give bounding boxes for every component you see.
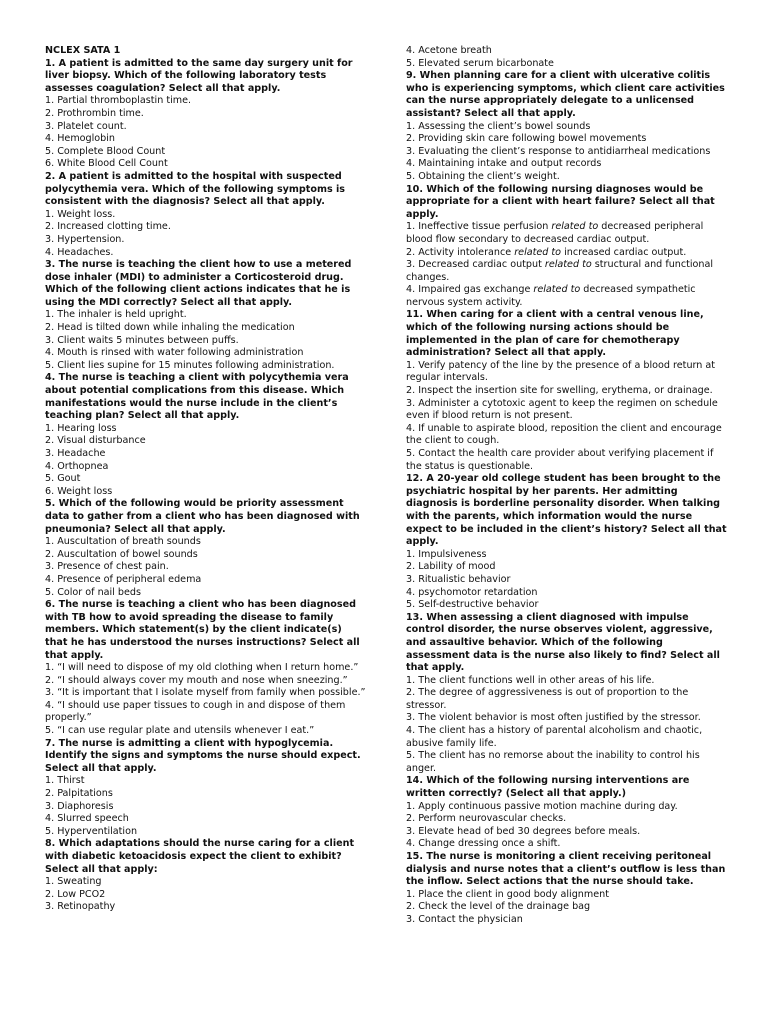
answer-option: 2. Palpitations [45, 788, 113, 800]
question-text: 2. A patient is admitted to the hospital with suspected polycythemia vera. Which of the following symptoms is consistent with the diagnosis? Select all that apply. [45, 170, 346, 208]
question-text: 15. The nurse is monitoring a client receiving peritoneal dialysis and nurse notes that a client’s outflow is less than the inflow. Select actions that the nurse should take. [406, 851, 726, 888]
answer-option: 5. Elevated serum bicarbonate [406, 57, 554, 69]
answer-option: 3. Elevate head of bed 30 degrees before meals. [406, 825, 641, 837]
question-block [45, 171, 367, 259]
answer-option: 1. The inhaler is held upright. [45, 309, 187, 321]
answer-option: 3. Platelet count. [45, 120, 127, 132]
option-text: 1. Ineffective tissue perfusion [406, 221, 552, 233]
question-text: 3. The nurse is teaching the client how to use a metered dose inhaler (MDI) to administer a Corticosteroid drug. Which of the following client actions indicates that he is using the MDI correctly? Select all that apply. [45, 259, 352, 308]
answer-option: 1. Auscultation of breath sounds [45, 536, 201, 548]
answer-option: 3. The violent behavior is most often justified by the stressor. [406, 712, 701, 724]
answer-option: 6. Weight loss [45, 485, 113, 497]
question-block [45, 599, 367, 738]
option-text: increased cardiac output. [561, 246, 687, 258]
question-block [45, 58, 367, 171]
answer-option: 1. Apply continuous passive motion machine during day. [406, 800, 678, 812]
question-text: 14. Which of the following nursing interventions are written correctly? (Select all that apply.) [406, 775, 690, 800]
question-text: 4. The nurse is teaching a client with polycythemia vera about potential complications from this disease. Which manifestations would the nurse include in the client’s teaching plan? Select all that apply. [45, 372, 349, 422]
right-column [406, 45, 728, 927]
answer-option: 1. Impulsiveness [406, 548, 487, 560]
answer-option: 3. Administer a cytotoxic agent to keep the regimen on schedule even if blood return is not present. [406, 397, 718, 422]
option-emphasis: related to [514, 246, 562, 258]
answer-option: 5. Color of nail beds [45, 586, 142, 598]
answer-option: 1. Partial thromboplastin time. [45, 95, 192, 107]
answer-option: 3. Ritualistic behavior [406, 573, 511, 585]
question-text: 7. The nurse is admitting a client with hypoglycemia. Identify the signs and symptoms the nurse should expect. Select all that apply. [45, 737, 361, 774]
question-text: 12. A 20-year old college student has been brought to the psychiatric hospital by her parents. Her admitting diagnosis is borderline personality disorder. When talking with the parents, which information would the nurse expect to be included in the client’s history? Select all that apply. [406, 473, 727, 548]
answer-option: 3. “It is important that I isolate myself from family when possible.” [45, 687, 366, 699]
answer-option: 1. The client functions well in other areas of his life. [406, 674, 655, 686]
answer-option: 2. Inspect the insertion site for swelling, erythema, or drainage. [406, 385, 713, 397]
answer-option: 5. Gout [45, 473, 81, 485]
answer-option: 5. Self-destructive behavior [406, 599, 539, 611]
answer-option: 3. Retinopathy [45, 901, 116, 913]
answer-option: 5. Complete Blood Count [45, 145, 166, 157]
answer-option: 2. The degree of aggressiveness is out of proportion to the stressor. [406, 687, 689, 711]
option-text: decreased sympathetic nervous system activity. [406, 284, 696, 308]
option-emphasis: related to [551, 221, 599, 233]
answer-option: 4. If unable to aspirate blood, reposition the client and encourage the client to cough. [406, 422, 722, 447]
question-block [45, 372, 367, 498]
answer-option: 4. Headaches. [45, 246, 114, 258]
answer-option: 4. Slurred speech [45, 813, 129, 825]
answer-option: 3. Presence of chest pain. [45, 561, 169, 573]
question-text: 6. The nurse is teaching a client who has been diagnosed with TB how to avoid spreading the disease to family members. Which statement(s) by the client indicate(s) that he has understood the nurses instructions? Select all that apply. [45, 599, 360, 661]
answer-option [406, 247, 728, 260]
option-text: 2. Activity intolerance [406, 246, 515, 258]
answer-option [406, 284, 728, 309]
answer-option: 1. Thirst [45, 775, 85, 787]
answer-option: 4. Mouth is rinsed with water following administration [45, 347, 304, 359]
question-text: 13. When assessing a client diagnosed with impulse control disorder, the nurse observes violent, aggressive, and assaultive behavior. Which of the following assessment data is the nurse also likely to find? Select all that apply. [406, 611, 720, 674]
answer-option: 1. Sweating [45, 876, 102, 888]
answer-option: 4. Presence of peripheral edema [45, 573, 202, 585]
question-block [406, 309, 728, 473]
answer-option: 3. Headache [45, 448, 106, 459]
answer-option: 1. Place the client in good body alignment [406, 888, 609, 900]
answer-option: 2. Lability of mood [406, 561, 496, 573]
question-text: 5. Which of the following would be priority assessment data to gather from a client who has been diagnosed with pneumonia? Select all that apply. [45, 498, 360, 535]
answer-option: 5. The client has no remorse about the inability to control his anger. [406, 750, 700, 774]
answer-option: 2. Prothrombin time. [45, 107, 144, 119]
answer-option [406, 221, 728, 246]
question-block [406, 70, 728, 183]
question-block [406, 775, 728, 851]
answer-option: 2. Providing skin care following bowel movements [406, 133, 647, 145]
right-question-list [406, 45, 728, 927]
option-text: structural and functional changes. [406, 259, 714, 283]
answer-option: 2. Visual disturbance [45, 435, 146, 447]
answer-option: 5. Hyperventilation [45, 825, 138, 837]
option-emphasis: related to [533, 284, 581, 296]
question-block [406, 612, 728, 776]
question-block [406, 45, 728, 70]
answer-option: 4. Acetone breath [406, 45, 492, 56]
option-text: 3. Decreased cardiac output [406, 259, 545, 271]
answer-option: 4. Maintaining intake and output records [406, 158, 602, 170]
answer-option: 1. Hearing loss [45, 422, 117, 434]
answer-option: 1. Verify patency of the line by the presence of a blood return at regular intervals. [406, 359, 716, 384]
question-block [406, 473, 728, 612]
answer-option: 1. Weight loss. [45, 208, 116, 220]
question-text: 1. A patient is admitted to the same day surgery unit for liver biopsy. Which of the following laboratory tests assesses coagulation? Select all that apply. [45, 57, 353, 94]
answer-option: 3. Hypertension. [45, 233, 125, 245]
answer-option: 2. “I should always cover my mouth and nose when sneezing.” [45, 674, 348, 686]
answer-option: 6. White Blood Cell Count [45, 158, 168, 170]
answer-option: 2. Increased clotting time. [45, 221, 171, 233]
question-block [406, 851, 728, 927]
question-text: 10. Which of the following nursing diagnoses would be appropriate for a client with heart failure? Select all that apply. [406, 183, 715, 220]
option-emphasis: related to [544, 259, 592, 271]
answer-option: 2. Check the level of the drainage bag [406, 901, 591, 913]
answer-option: 1. “I will need to dispose of my old clothing when I return home.” [45, 662, 359, 674]
answer-option: 2. Low PCO2 [45, 888, 106, 900]
answer-option: 4. The client has a history of parental alcoholism and chaotic, abusive family life. [406, 725, 703, 749]
answer-option [406, 259, 728, 284]
left-question-list [45, 58, 367, 914]
answer-option: 3. Diaphoresis [45, 800, 114, 812]
answer-option: 2. Auscultation of bowel sounds [45, 548, 198, 560]
question-block [45, 738, 367, 839]
question-block [45, 498, 367, 599]
option-text: decreased peripheral blood flow secondary to decreased cardiac output. [406, 221, 704, 245]
answer-option: 5. Contact the health care provider about verifying placement if the status is questionable. [406, 448, 714, 472]
left-column [45, 45, 367, 914]
question-block [45, 838, 367, 914]
answer-option: 5. “I can use regular plate and utensils whenever I eat.” [45, 725, 315, 737]
answer-option: 2. Perform neurovascular checks. [406, 813, 567, 825]
answer-option: 2. Head is tilted down while inhaling the medication [45, 322, 295, 334]
answer-option: 5. Obtaining the client’s weight. [406, 170, 560, 182]
answer-option: 3. Evaluating the client’s response to antidiarrheal medications [406, 145, 711, 157]
answer-option: 4. Change dressing once a shift. [406, 838, 561, 850]
answer-option: 3. Contact the physician [406, 913, 523, 925]
question-text: 8. Which adaptations should the nurse caring for a client with diabetic ketoacidosis expect the client to exhibit? Select all that apply: [45, 838, 355, 875]
answer-option: 4. “I should use paper tissues to cough in and dispose of them properly.” [45, 699, 346, 724]
question-block [45, 259, 367, 372]
document-title: NCLEX SATA 1 [45, 45, 121, 56]
answer-option: 1. Assessing the client’s bowel sounds [406, 120, 591, 132]
question-text: 11. When caring for a client with a central venous line, which of the following nursing actions should be implemented in the plan of care for chemotherapy administration? Select all that apply. [406, 309, 704, 359]
answer-option: 5. Client lies supine for 15 minutes following administration. [45, 359, 335, 371]
question-block [406, 184, 728, 310]
answer-option: 4. Orthopnea [45, 460, 109, 472]
answer-option: 4. psychomotor retardation [406, 586, 538, 598]
answer-option: 3. Client waits 5 minutes between puffs. [45, 334, 239, 346]
question-text: 9. When planning care for a client with ulcerative colitis who is experiencing symptoms, which client care activities can the nurse appropriately delegate to a unlicensed assistant? Select all that apply. [406, 70, 725, 119]
option-text: 4. Impaired gas exchange [406, 284, 534, 296]
answer-option: 4. Hemoglobin [45, 133, 115, 145]
